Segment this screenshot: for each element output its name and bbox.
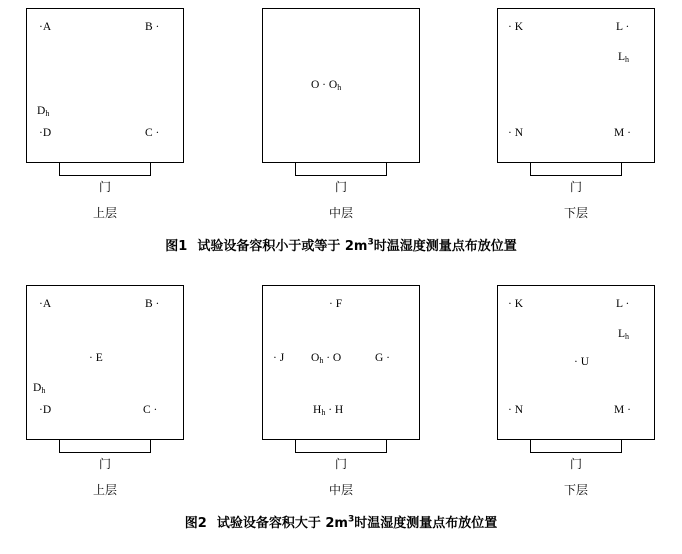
layer-label: 中层: [328, 483, 353, 497]
point-Lh: $L_h$: [618, 328, 630, 341]
figure-1-panel-upper-layer: [26, 8, 186, 220]
figure-2-caption-superscript: 3: [347, 514, 355, 525]
layer-label: 下层: [563, 206, 588, 220]
point-O-Oh: $O \cdot O_h$: [311, 79, 342, 92]
point-C: C ·: [145, 127, 160, 139]
figure-1-caption-text-before: 试验设备容积小于或等于 2m: [197, 239, 368, 254]
point-N: · N: [508, 404, 524, 416]
door-bracket: [295, 440, 387, 453]
figure-2-panel-upper-layer: [26, 285, 186, 497]
chamber-box: [262, 285, 420, 440]
figure-1-caption-text-after: 时温湿度测量点布放位置: [373, 239, 517, 254]
point-M: M ·: [614, 404, 631, 416]
door-bracket: [59, 440, 151, 453]
chamber-box: [497, 285, 655, 440]
door-bracket-bottom: [59, 452, 151, 453]
figure-2-caption: [0, 512, 682, 531]
layer-label: 上层: [92, 206, 117, 220]
door-bracket-bottom: [59, 175, 151, 176]
point-F: · F: [329, 298, 343, 310]
chamber-box: [26, 8, 184, 163]
point-U: · U: [574, 356, 590, 368]
door-label: 门: [334, 180, 347, 194]
point-J: · J: [273, 352, 285, 364]
point-M: M ·: [614, 127, 631, 139]
figure-1-panel-middle-layer: [262, 8, 422, 220]
point-Hh-H: $H_h \cdot H$: [313, 404, 344, 417]
door-label: 门: [334, 457, 347, 471]
point-Dh: $D_h$: [37, 105, 50, 118]
door-label: 门: [98, 457, 111, 471]
figure-1-panels: [0, 8, 682, 233]
point-K: · K: [508, 21, 524, 33]
point-C: C ·: [143, 404, 158, 416]
point-Dh: $D_h$: [33, 382, 46, 395]
door-bracket: [530, 440, 622, 453]
figure-2-caption-text-before: 试验设备容积大于 2m: [216, 516, 348, 531]
door-bracket-bottom: [530, 452, 622, 453]
point-B: B ·: [145, 21, 160, 33]
figure-1-caption-number: 图1: [165, 239, 188, 254]
figure-1-caption-superscript: 3: [367, 237, 374, 248]
figure-2: [0, 285, 682, 531]
point-E: · E: [89, 352, 103, 364]
point-K: · K: [508, 298, 524, 310]
figure-2-panels: [0, 285, 682, 510]
point-G: G ·: [375, 352, 391, 364]
point-D: ·D: [39, 127, 52, 139]
figure-1: [0, 8, 682, 254]
point-L: L ·: [616, 21, 630, 33]
door-bracket: [59, 163, 151, 176]
figure-2-panel-middle-layer: [262, 285, 422, 497]
figure-2-caption-text-after: 时温湿度测量点布放位置: [354, 516, 498, 531]
door-bracket: [295, 163, 387, 176]
figure-1-caption: [0, 235, 682, 254]
point-B: B ·: [145, 298, 160, 310]
point-A: ·A: [39, 21, 52, 33]
point-Oh-O: $O_h \cdot O$: [311, 352, 342, 365]
figure-2-panel-lower-layer: [497, 285, 657, 497]
door-label: 门: [569, 180, 582, 194]
door-bracket-bottom: [295, 175, 387, 176]
figure-1-panel-lower-layer: [497, 8, 657, 220]
point-Lh: $L_h$: [618, 51, 630, 64]
layer-label: 下层: [563, 483, 588, 497]
chamber-box: [26, 285, 184, 440]
figure-2-caption-number: 图2: [184, 516, 207, 531]
door-label: 门: [569, 457, 582, 471]
chamber-box: [497, 8, 655, 163]
point-A: ·A: [39, 298, 52, 310]
door-bracket: [530, 163, 622, 176]
door-bracket-bottom: [530, 175, 622, 176]
door-bracket-bottom: [295, 452, 387, 453]
door-label: 门: [98, 180, 111, 194]
point-N: · N: [508, 127, 524, 139]
layer-label: 上层: [92, 483, 117, 497]
point-D: ·D: [39, 404, 52, 416]
chamber-box: [262, 8, 420, 163]
point-L: L ·: [616, 298, 630, 310]
layer-label: 中层: [328, 206, 353, 220]
